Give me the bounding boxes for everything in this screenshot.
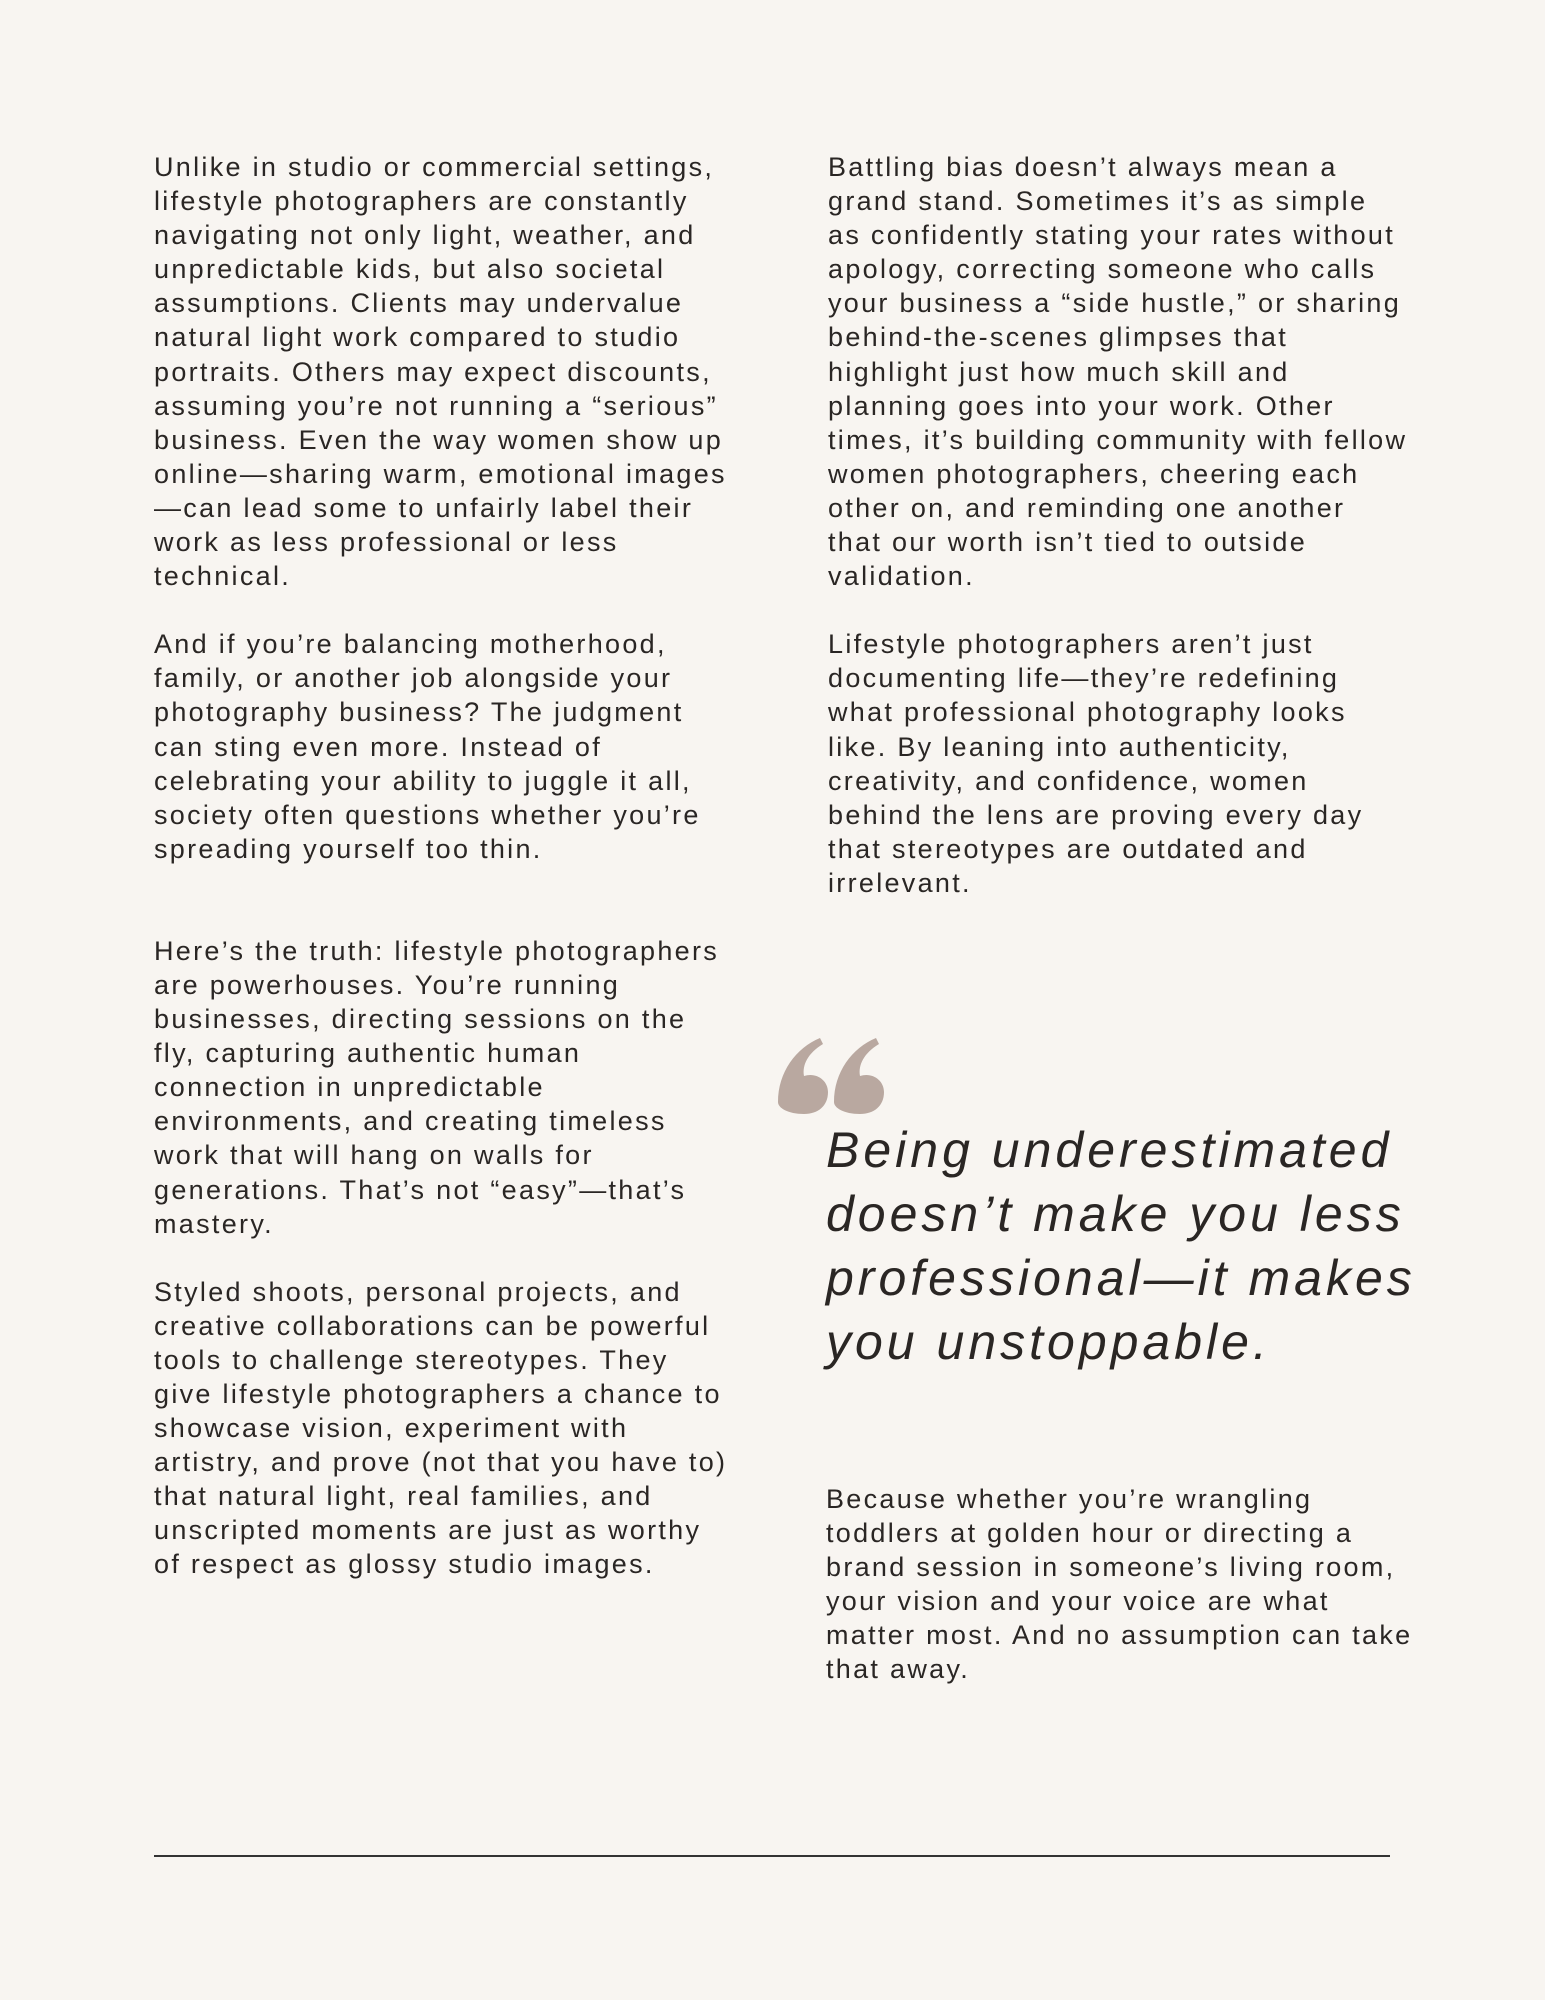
closing-section (826, 1482, 1416, 1687)
left-paragraph-3: Here’s the truth: lifestyle photographers are powerhouses. You’re running businesses, directing sessions on the fly, capturing authentic human connection in unpredictable environments, and creating timeless work that will hang on walls for generations. That’s not “easy”—that’s mastery. (154, 935, 720, 1239)
left-paragraph-1: Unlike in studio or commercial settings, lifestyle photographers are constantly navigating not only light, weather, and unpredictable kids, but also societal assumptions. Clients may undervalue natural light work compared to studio portraits. Others may expect discounts, assuming you’re not running a “serious” business. Even the way women show up online—sharing warm, emotional images—can lead some to unfairly label their work as less professional or less technical. (154, 152, 727, 592)
closing-paragraph: Because whether you’re wrangling toddlers at golden hour or directing a brand session in someone’s living room, your vision and your voice are what matter most. And no assumption can take that away. (826, 1484, 1413, 1685)
right-column (828, 150, 1408, 900)
quote-mark-icon (768, 1020, 888, 1120)
footer-divider (154, 1855, 1390, 1857)
left-column (154, 150, 734, 1582)
pull-quote: Being underestimated doesn’t make you less professional—it makes you unstoppable. (826, 1122, 1416, 1370)
left-paragraph-4: Styled shoots, personal projects, and creative collaborations can be powerful tools to challenge stereotypes. They give lifestyle photographers a chance to showcase vision, experiment with artistry, and prove (not that you have to) that natural light, real families, and unscripted moments are just as worthy of respect as glossy studio images. (154, 1276, 728, 1580)
right-paragraph-2: Lifestyle photographers aren’t just documenting life—they’re redefining what professional photography looks like. By leaning into authenticity, creativity, and confidence, women behind the lens are proving every day that stereotypes are outdated and irrelevant. (828, 629, 1364, 898)
right-paragraph-1: Battling bias doesn’t always mean a grand stand. Sometimes it’s as simple as confidently stating your rates without apology, correcting someone who calls your business a “side hustle,” or sharing behind-the-scenes glimpses that highlight just how much skill and planning goes into your work. Other times, it’s building community with fellow women photographers, cheering each other on, and reminding one another that our worth isn’t tied to outside validation. (828, 152, 1408, 592)
left-paragraph-2: And if you’re balancing motherhood, family, or another job alongside your photography business? The judgment can sting even more. Instead of celebrating your ability to juggle it all, society often questions whether you’re spreading yourself too thin. (154, 629, 701, 864)
